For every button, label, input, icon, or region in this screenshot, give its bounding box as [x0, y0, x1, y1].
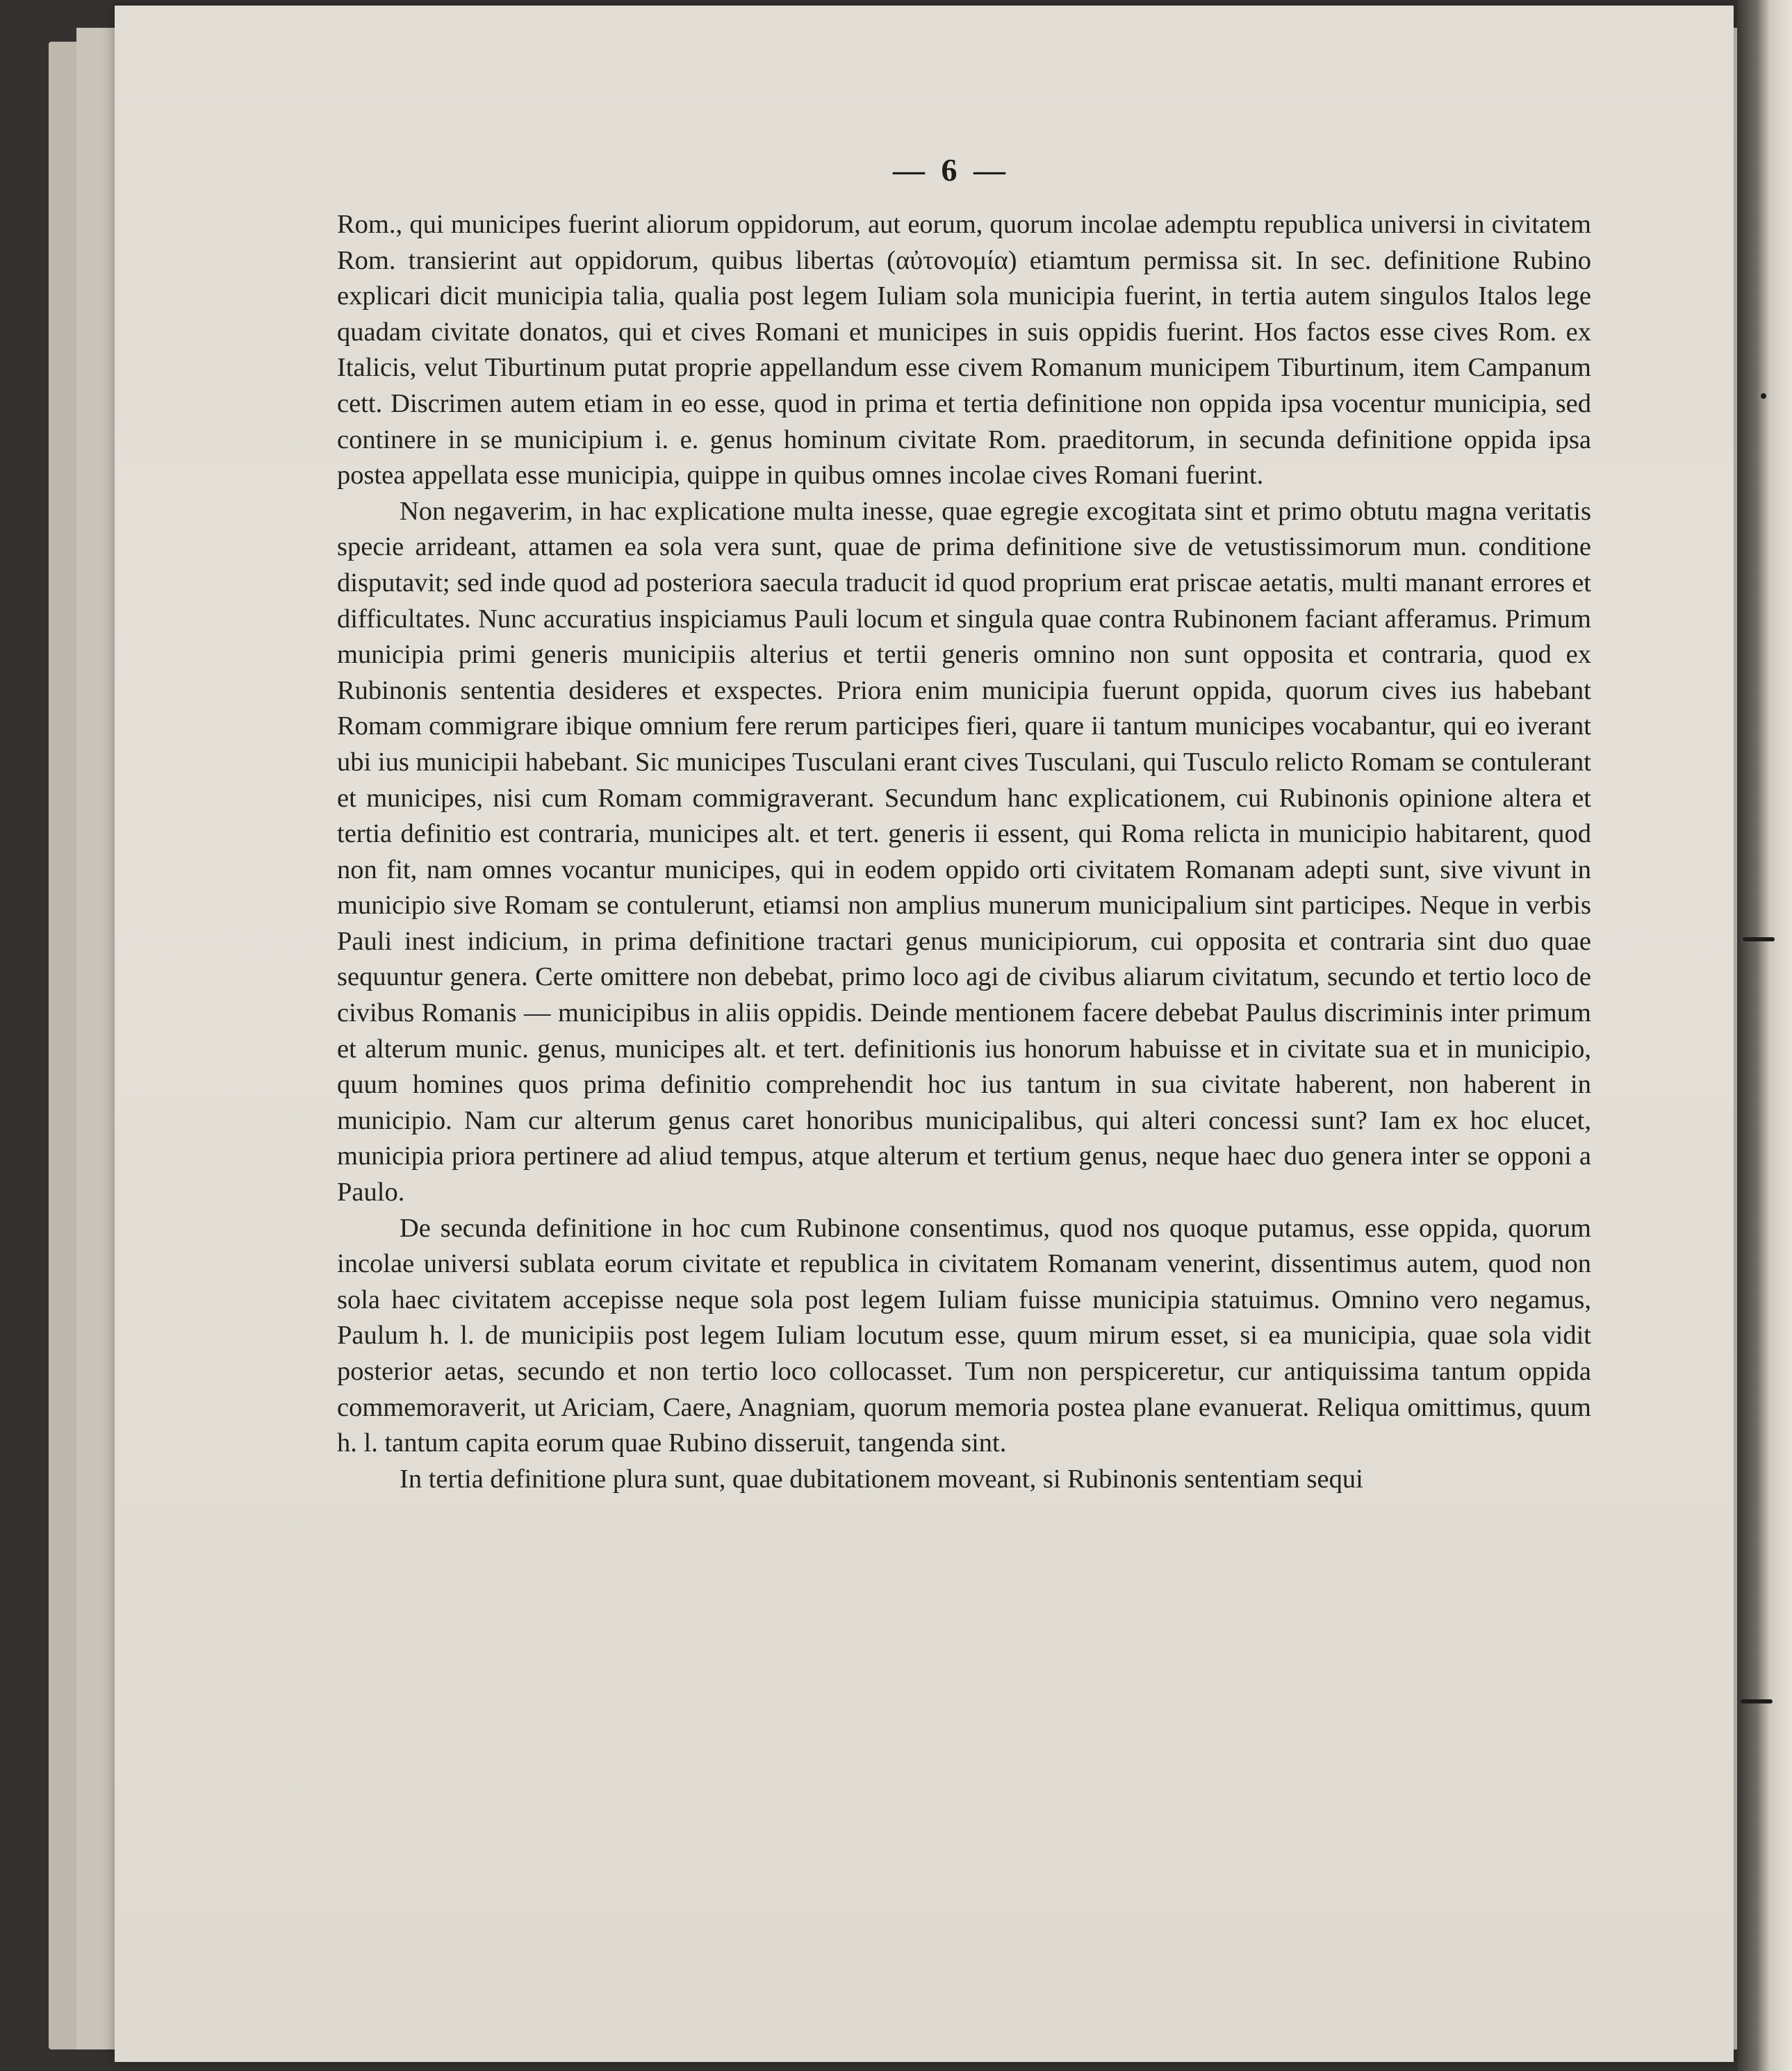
facing-page-edge	[1737, 0, 1792, 2071]
body-text	[337, 207, 1591, 1826]
binding-mark	[1761, 393, 1766, 399]
page-number: — 6 —	[893, 152, 1010, 188]
paragraph: De secunda definitione in hoc cum Rubinone consentimus, quod nos quoque putamus, esse oppida, quorum incolae universi sublata eorum civitate et republica in civitatem Romanam venerint, dissentimus autem, quod non sola haec civitatem accepisse neque sola post legem Iuliam fuisse municipia statuimus. Omnino vero negamus, Paulum h. l. de municipiis post legem Iuliam locutum esse, quum mirum esset, si ea municipia, quae sola vidit posterior aetas, secundo et non tertio loco collocasset. Tum non perspiceretur, cur antiquissima tantum oppida commemoraverit, ut Ariciam, Caere, Anagniam, quorum memoria postea plane evanuerat. Reliqua omittimus, quum h. l. tantum capita eorum quae Rubino disseruit, tangenda sint.	[337, 1213, 1591, 1458]
binding-pin	[1743, 937, 1775, 941]
paragraph: In tertia definitione plura sunt, quae dubitationem moveant, si Rubinonis sententiam sequi	[400, 1464, 1363, 1494]
paragraph: Rom., qui municipes fuerint aliorum oppidorum, aut eorum, quorum incolae ademptu republica universi in civitatem Rom. transierint aut oppidorum, quibus libertas (αὐτονομία) etiamtum permissa sit. In sec. definitione Rubino explicari dicit municipia talia, qualia post legem Iuliam sola municipia fuerint, in tertia autem singulos Italos lege quadam civitate donatos, qui et cives Romani et municipes in suis oppidis fuerint. Hos factos esse cives Rom. ex Italicis, velut Tiburtinum putat proprie appellandum esse civem Romanum municipem Tiburtinum, item Campanum cett. Discrimen autem etiam in eo esse, quod in prima et tertia definitione non oppida ipsa vocentur municipia, sed continere in se municipium i. e. genus hominum civitate Rom. praeditorum, in secunda definitione oppida ipsa postea appellata esse municipia, quippe in quibus omnes incolae cives Romani fuerint.	[337, 210, 1591, 490]
binding-pin	[1741, 1699, 1773, 1703]
paragraph: Non negaverim, in hac explicatione multa inesse, quae egregie excogitata sint et primo obtutu magna veritatis specie arrideant, attamen ea sola vera sunt, quae de prima definitione sive de vetustissimorum mun. conditione disputavit; sed inde quod ad posteriora saecula traducit id quod proprium erat priscae aetatis, multi manant errores et difficultates. Nunc accuratius inspiciamus Pauli locum et singula quae contra Rubinonem faciant afferamus. Primum municipia primi generis municipiis alterius et tertii generis omnino non sunt opposita et contraria, quod ex Rubinonis sententia desideres et exspectes. Priora enim municipia fuerunt oppida, quorum cives ius habebant Romam commigrare ibique omnium fere rerum participes fieri, quare ii tantum municipes vocabantur, qui eo iverant ubi ius municipii habebant. Sic municipes Tusculani erant cives Tusculani, qui Tusculo relicto Romam se contulerant et municipes, nisi cum Romam commigraverant. Secundum hanc explicationem, cui Rubinonis opinione altera et tertia definitio est contraria, municipes alt. et tert. generis ii essent, qui Roma relicta in municipio habitarent, quod non fit, nam omnes vocantur municipes, qui in eodem oppido orti civitatem Romanam adepti sunt, sive vivunt in municipio sive Romam se contulerunt, etiamsi non amplius munerum municipalium sint participes. Neque in verbis Pauli inest indicium, in prima definitione tractari genus municipiorum, cui opposita et contraria sint duo quae sequuntur genera. Certe omittere non debebat, primo loco agi de civibus aliarum civitatum, secundo et tertio loco de civibus Romanis — municipibus in aliis oppidis. Deinde mentionem facere debebat Paulus discriminis inter primum et alterum munic. genus, municipes alt. et tert. definitionis ius honorum habuisse et in civitate sua et in municipio, quum homines quos prima definitio comprehendit hoc ius tantum in sua civitate haberent, non haberent in municipio. Nam cur alterum genus caret honoribus municipalibus, qui alteri concessi sunt? Iam ex hoc elucet, municipia priora pertinere ad aliud tempus, atque alterum et tertium genus, neque haec duo genera inter se opponi a Paulo.	[337, 496, 1591, 1207]
